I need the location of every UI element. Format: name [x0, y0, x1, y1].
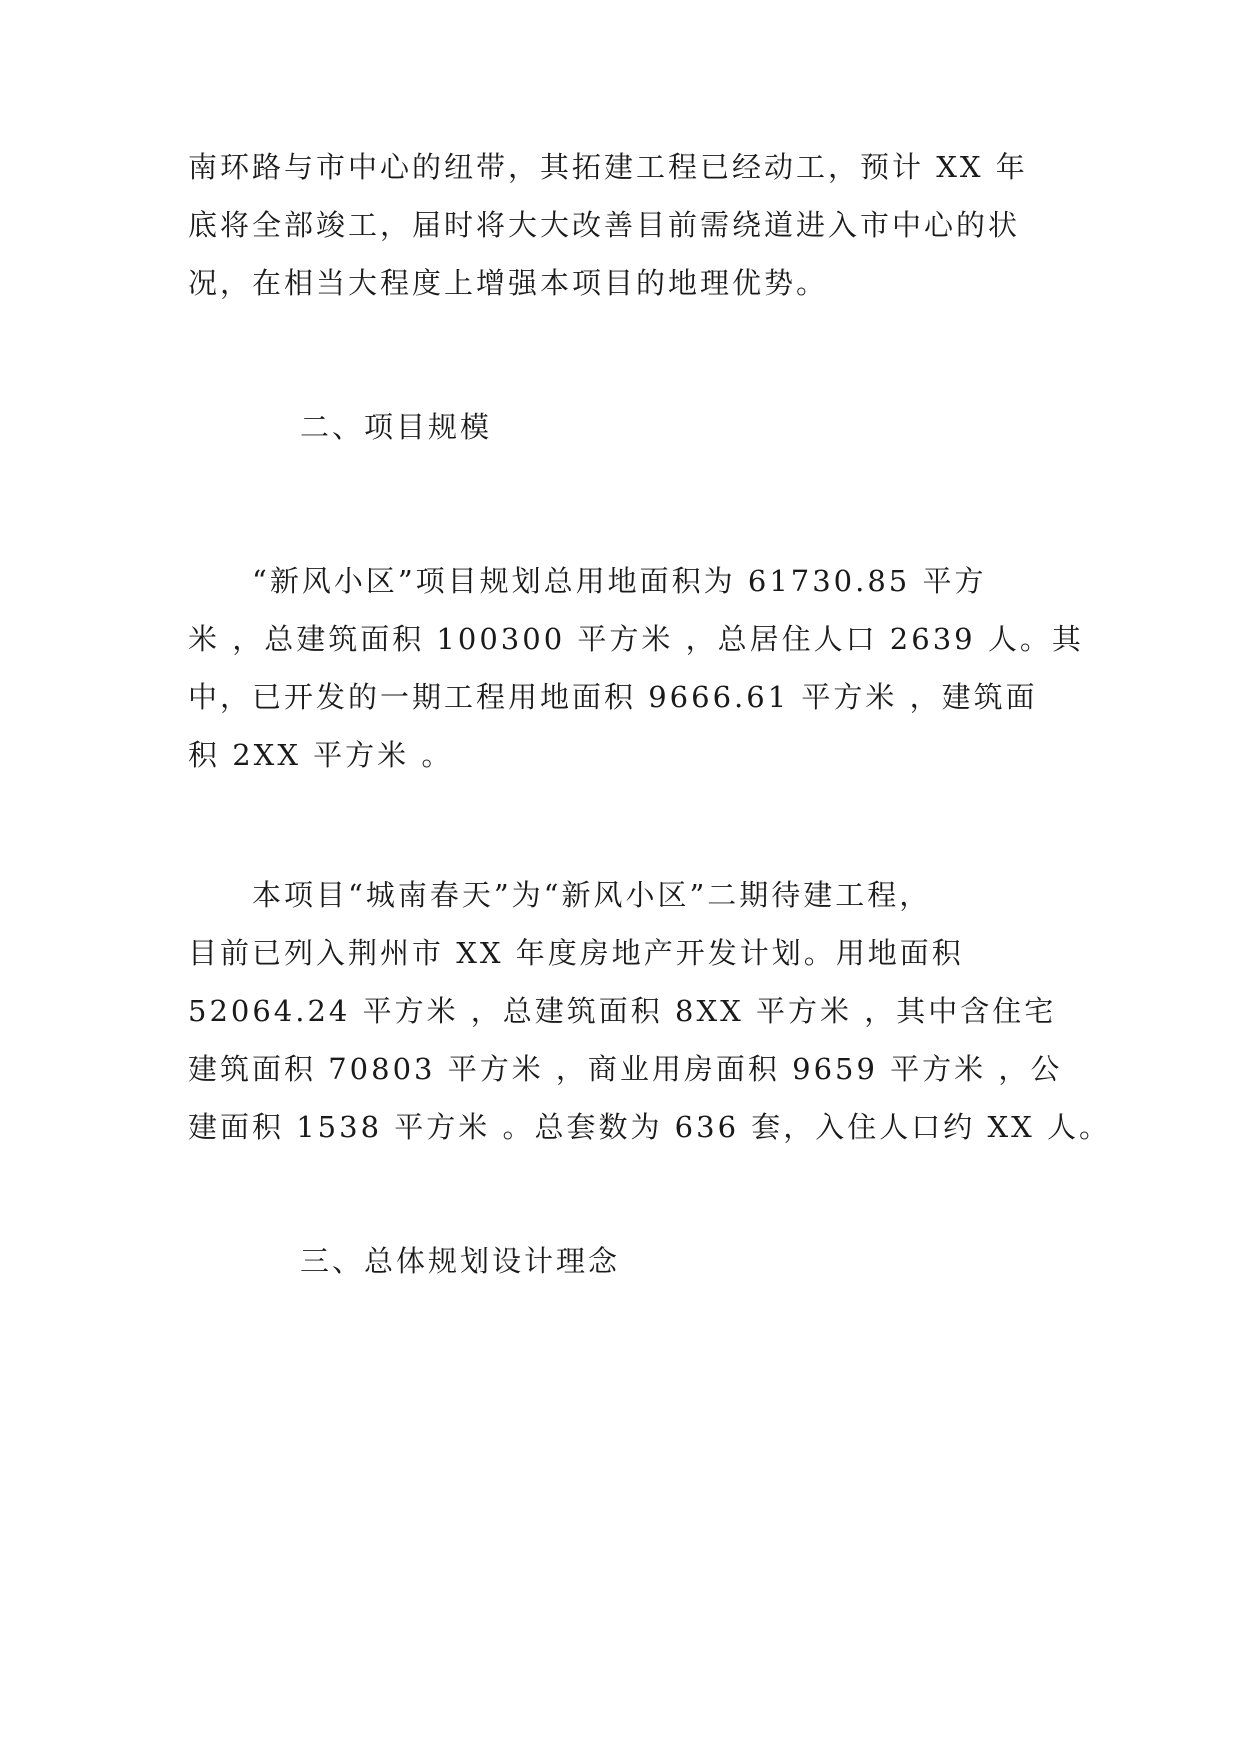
phase2-paragraph [188, 866, 1111, 1156]
text-line: 本项目“城南春天”为“新风小区”二期待建工程， [188, 878, 932, 912]
text-line: “新风小区”项目规划总用地面积为 61730.85 平方 [188, 564, 987, 598]
scale-paragraph [188, 552, 1084, 784]
text-line: 况，在相当大程度上增强本项目的地理优势。 [188, 266, 829, 300]
text-line: 米 ，总建筑面积 100300 平方米 ，总居住人口 2639 人。其 [188, 622, 1084, 656]
text-line: 底将全部竣工，届时将大大改善目前需绕道进入市中心的状 [188, 208, 1021, 242]
section-heading-design-concept: 三、总体规划设计理念 [300, 1244, 621, 1278]
text-line: 建面积 1538 平方米 。总套数为 636 套，入住人口约 XX 人。 [188, 1110, 1111, 1144]
text-line: 目前已列入荆州市 XX 年度房地产开发计划。用地面积 [188, 936, 964, 970]
text-line: 积 2XX 平方米 。 [188, 738, 454, 772]
text-line: 南环路与市中心的纽带，其拓建工程已经动工，预计 XX 年 [188, 150, 1028, 184]
section-heading-scale: 二、项目规模 [300, 410, 493, 444]
intro-paragraph [188, 138, 1048, 312]
text-line: 建筑面积 70803 平方米 ，商业用房面积 9659 平方米 ，公 [188, 1052, 1063, 1086]
text-line: 中，已开发的一期工程用地面积 9666.61 平方米 ，建筑面 [188, 680, 1038, 714]
text-line: 52064.24 平方米 ，总建筑面积 8XX 平方米 ，其中含住宅 [188, 994, 1057, 1028]
